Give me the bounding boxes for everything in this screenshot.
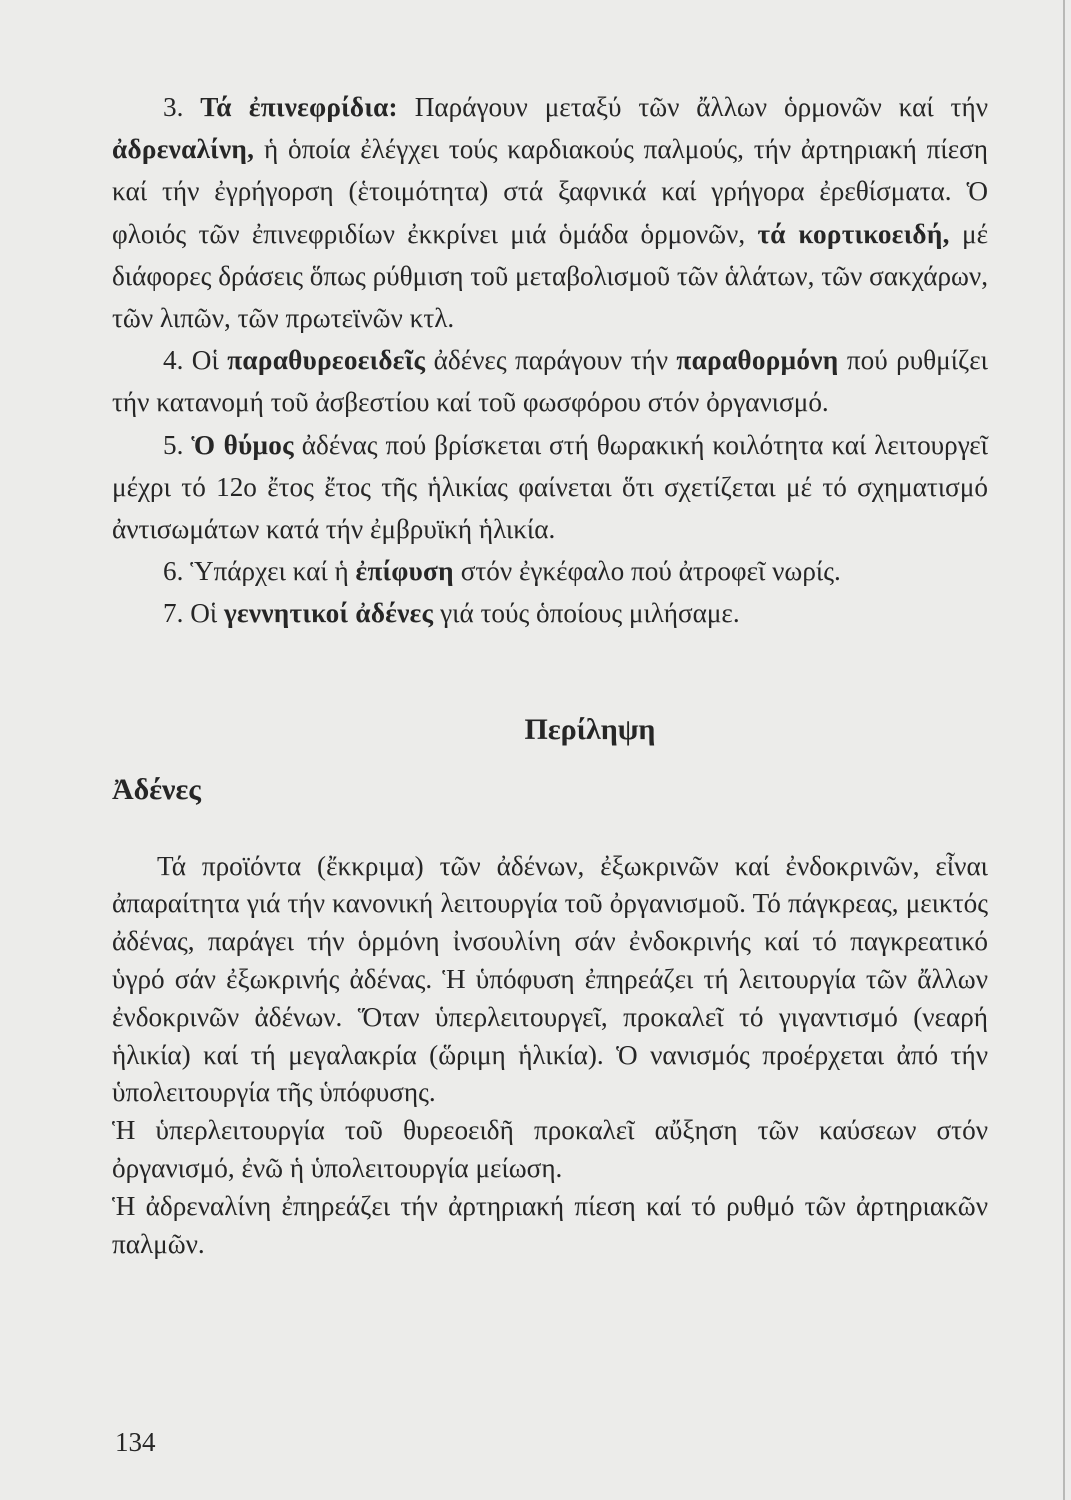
summary-paragraph: Τά προϊόντα (ἔκκριμα) τῶν ἀδένων, ἐξωκρινῶν καί ἐνδοκρινῶν, εἶναι ἀπαραίτητα γιά τήν κανονική λειτουργία τοῦ ὀργανισμοῦ. Τό πάγκρεας, μεικτός ἀδένας, παράγει τήν ὁρμόνη ἰνσουλίνη σάν ἐνδοκρινής καί τό παγκρεατικό ὑγρό σάν ἐξωκρινής ἀδένας. Ἡ ὑπόφυση ἐπηρεάζει τή λειτουργία τῶν ἄλλων ἐνδοκρινῶν ἀδένων. Ὅταν ὑπερλειτουργεῖ, προκαλεῖ τό γιγαντισμό (νεαρή ἡλικία) καί τή μεγαλακρία (ὥριμη ἡλικία). Ὁ νανισμός προέρχεται ἀπό τήν ὑπολειτουργία τῆς ὑπόφυσης.: [112, 850, 988, 1108]
term-thymos: Ὁ θύμος: [191, 429, 294, 460]
summary-text: [112, 848, 988, 1264]
page-edge: [1063, 0, 1065, 1500]
section-heading: Περίληψη: [524, 712, 656, 746]
page-number: 134: [115, 1427, 156, 1457]
term-epinefridia: Τά ἐπινεφρίδια:: [200, 92, 398, 122]
list-item-7: 7. Οἱ γεννητικοί ἀδένες γιά τούς ὁποίους μιλήσαμε.: [163, 598, 740, 629]
term-gennitikoi: γεννητικοί ἀδένες: [223, 598, 434, 629]
term-epifysi: ἐπίφυση: [355, 556, 454, 587]
list-item-6: 6. Ὑπάρχει καί ἡ ἐπίφυση στόν ἐγκέφαλο πού ἀτροφεῖ νωρίς.: [163, 556, 841, 587]
term-kortikoeidi: τά κορτικοειδή,: [757, 218, 950, 249]
subsection-heading: Ἀδένες: [112, 772, 201, 806]
term-parathyreoeideis: παραθυρεοειδεῖς: [227, 345, 426, 376]
summary-paragraph: Ἡ ἀδρεναλίνη ἐπηρεάζει τήν ἀρτηριακή πίεση καί τό ρυθμό τῶν ἀρτηριακῶν παλμῶν.: [112, 1190, 988, 1259]
list-item-3: 3. Τά ἐπινεφρίδια: Παράγουν μεταξύ τῶν ἄλλων ὁρμονῶν καί τήν ἀδρεναλίνη, ἡ ὁποία ἐλέγχει τούς καρδιακούς παλμούς, τήν ἀρτηριακή πίεση καί τήν ἐγρήγορση (ἑτοιμότητα) στά ξαφνικά καί γρήγορα ἐρεθίσματα. Ὁ φλοιός τῶν ἐπινεφριδίων ἐκκρίνει μιά ὁμάδα ὁρμονῶν, τά κορτικοειδή, μέ διάφορες δράσεις ὅπως ρύθμιση τοῦ μεταβολισμοῦ τῶν ἁλάτων, τῶν σακχάρων, τῶν λιπῶν, τῶν πρωτεϊνῶν κτλ.: [112, 92, 988, 334]
page-body: [112, 86, 988, 1263]
term-adrenalini: ἀδρεναλίνη,: [112, 134, 255, 165]
list-item-4: 4. Οἱ παραθυρεοειδεῖς ἀδένες παράγουν τήν παραθορμόνη πού ρυθμίζει τήν κατανομή τοῦ ἀσβεστίου καί τοῦ φωσφόρου στόν ὀργανισμό.: [112, 345, 989, 418]
summary-paragraph: Ἡ ὑπερλειτουργία τοῦ θυρεοειδῆ προκαλεῖ αὔξηση τῶν καύσεων στόν ὀργανισμό, ἐνῶ ἡ ὑπολειτουργία μείωση.: [112, 1115, 988, 1184]
term-parathormoni: παραθορμόνη: [676, 345, 839, 376]
list-item-5: 5. Ὁ θύμος ἀδένας πού βρίσκεται στή θωρακική κοιλότητα καί λειτουργεῖ μέχρι τό 12ο ἔτος ἔτος τῆς ἡλικίας φαίνεται ὅτι σχετίζεται μέ τό σχηματισμό ἀντισωμάτων κατά τήν ἐμβρυϊκή ἡλικία.: [112, 429, 988, 545]
